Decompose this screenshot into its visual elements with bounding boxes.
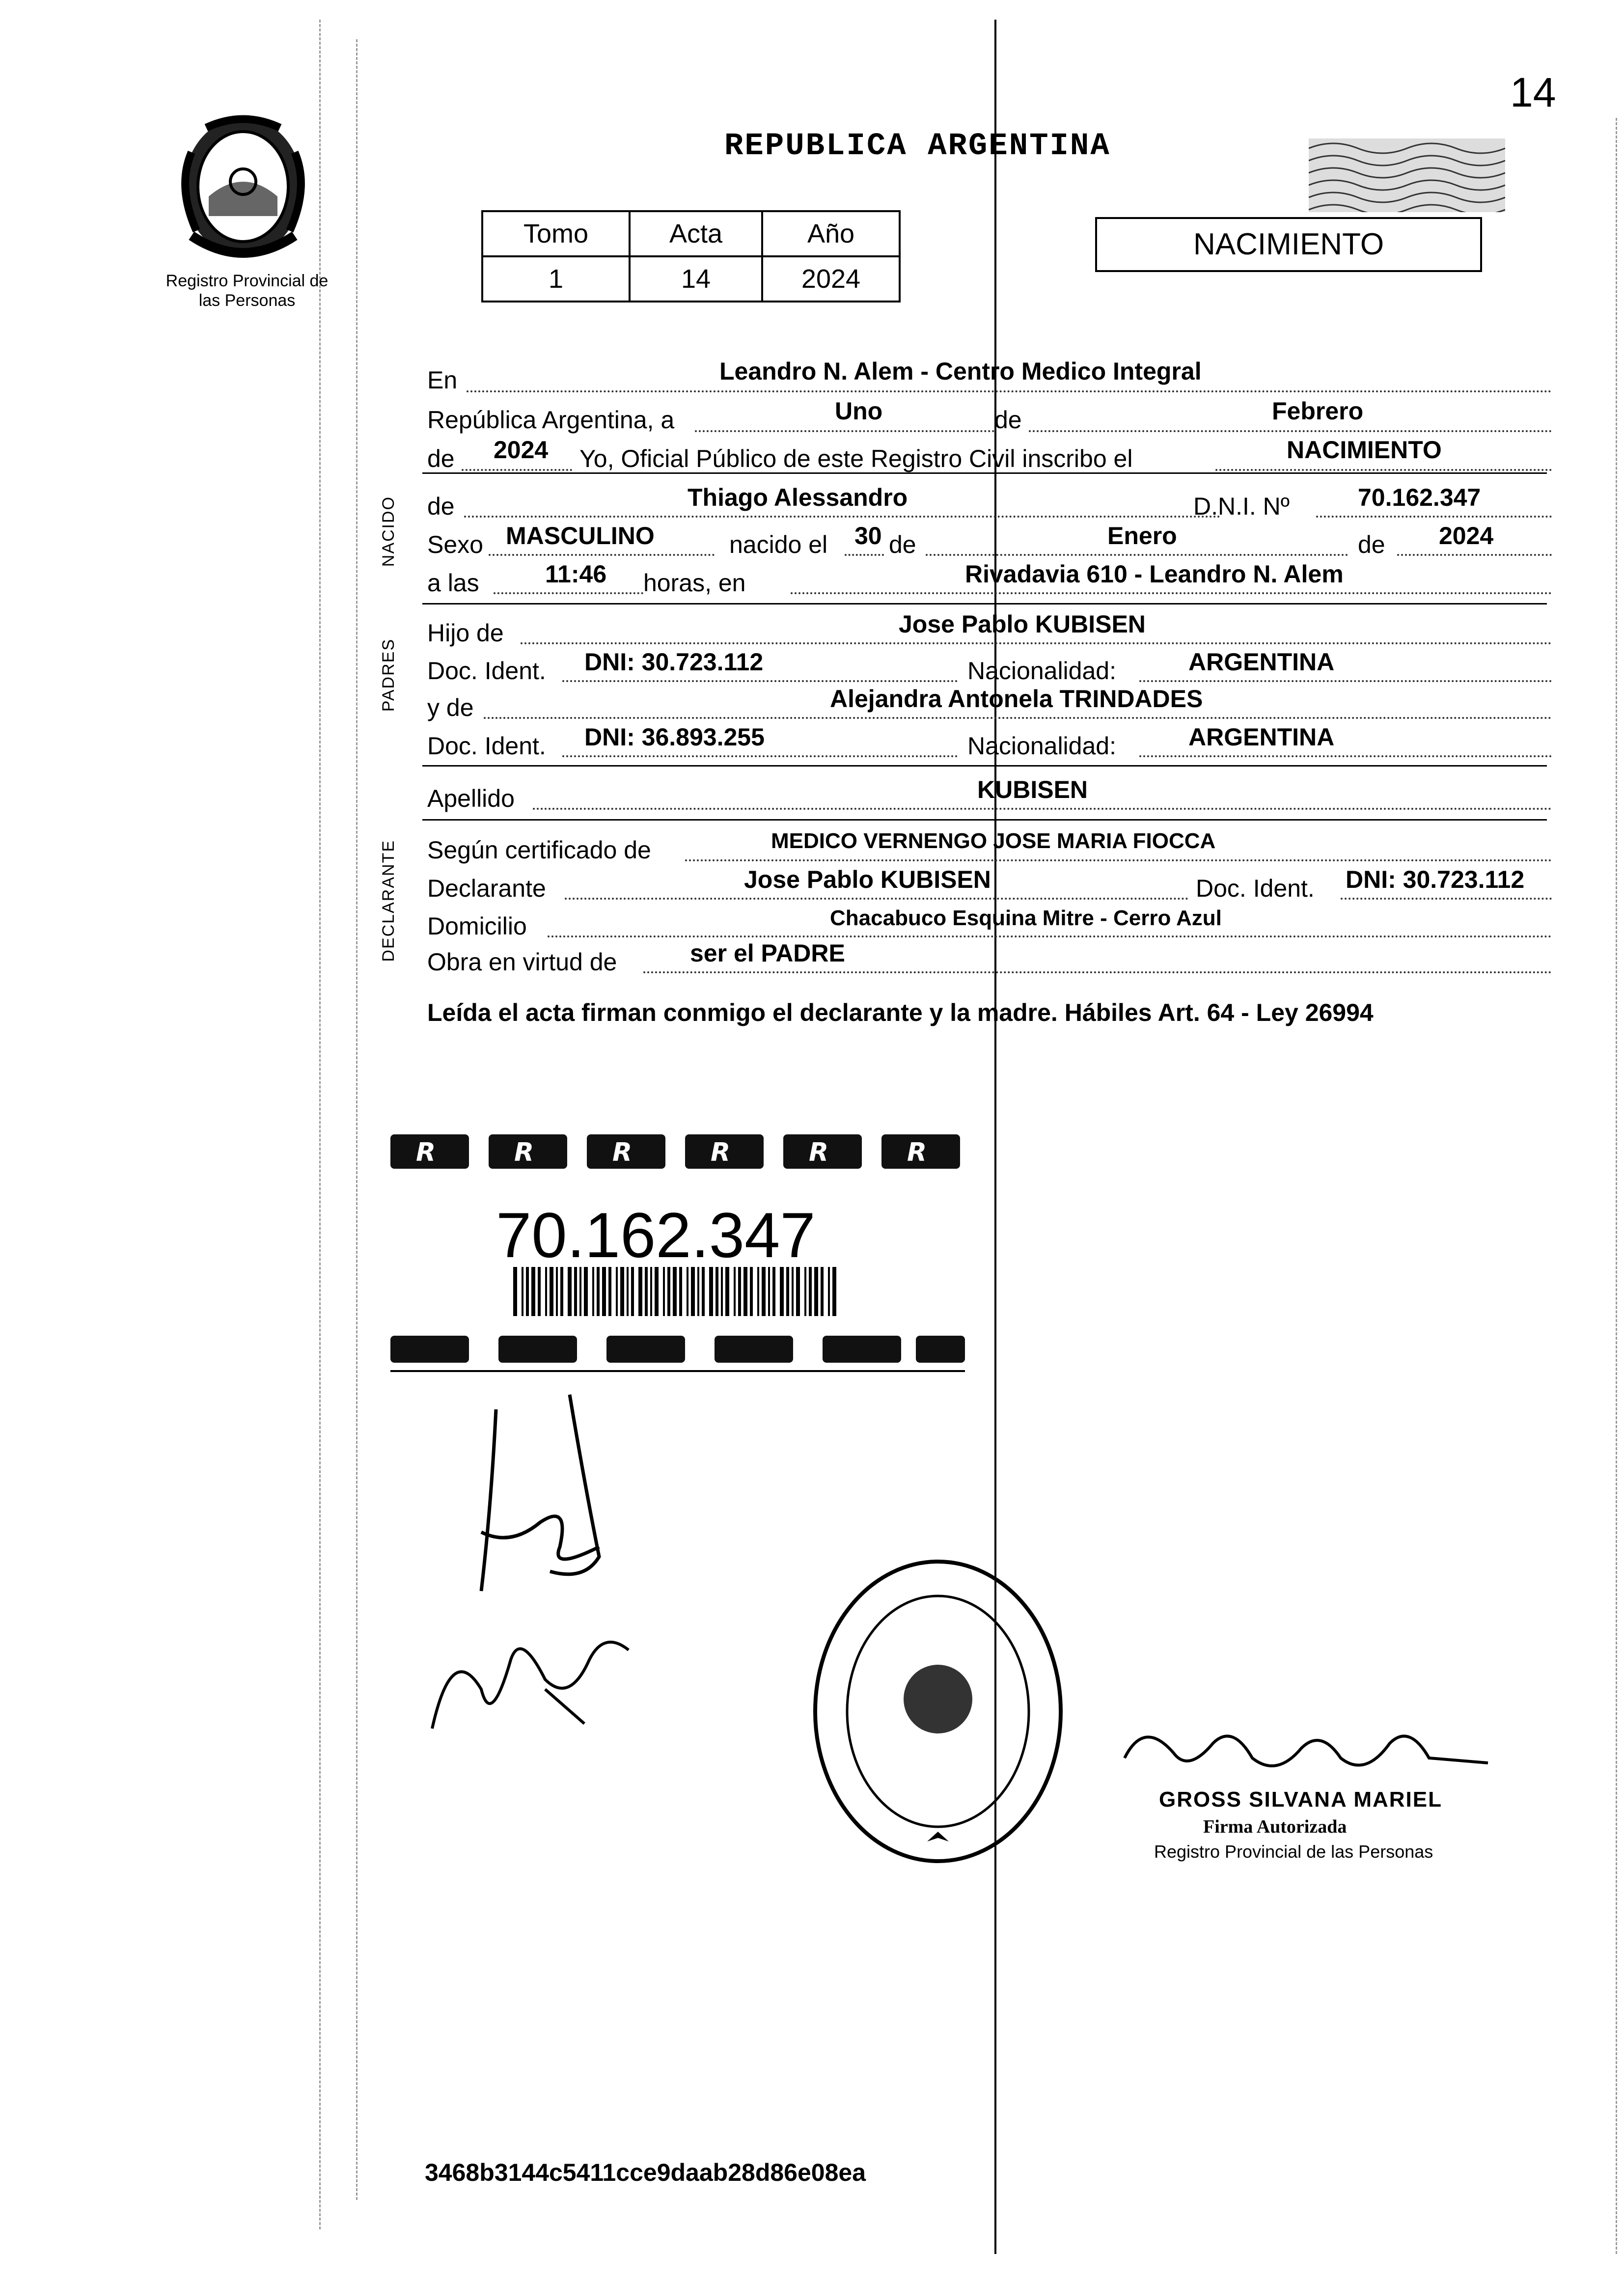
barcode-bar — [673, 1267, 677, 1316]
margin-line-inner — [356, 39, 358, 2200]
scan-vertical-line — [994, 20, 996, 2254]
barcode-bar — [721, 1267, 723, 1316]
registry-table — [481, 210, 901, 302]
value-lugar-registro: Leandro N. Alem - Centro Medico Integral — [719, 357, 1202, 385]
barcode-bar — [560, 1267, 563, 1316]
barcode-bar — [792, 1267, 794, 1316]
barcode-bar — [768, 1267, 770, 1316]
row-madre: y de Alejandra Antonela TRINDADES — [427, 687, 1552, 722]
row-en: En Leandro N. Alem - Centro Medico Integral — [427, 361, 1552, 395]
value-padre-nacionalidad: ARGENTINA — [1188, 648, 1335, 676]
barcode-bar — [667, 1267, 670, 1316]
section-divider-1 — [422, 472, 1547, 474]
section-padres: PADRES — [379, 638, 398, 712]
barcode-bar — [702, 1267, 705, 1316]
barcode-bar — [757, 1267, 759, 1316]
barcode-bar — [786, 1267, 789, 1316]
barcode-bar — [574, 1267, 577, 1316]
barcode-bar — [734, 1267, 736, 1316]
barcode-bar — [638, 1267, 642, 1316]
signatures-left — [422, 1385, 668, 1778]
barcode-bar — [716, 1267, 718, 1316]
value-padre-doc: DNI: 30.723.112 — [584, 648, 764, 676]
registry-label: Registro Provincial de las Personas — [165, 272, 329, 310]
barcode-bar — [691, 1267, 695, 1316]
svg-text:R: R — [416, 1138, 436, 1167]
value-padre: Jose Pablo KUBISEN — [899, 610, 1146, 638]
barcode-bar — [645, 1267, 648, 1316]
value-nombre: Thiago Alessandro — [688, 484, 908, 511]
barcode-bar — [804, 1267, 806, 1316]
barcode-bar — [725, 1267, 729, 1316]
value-lugar-nacimiento: Rivadavia 610 - Leandro N. Alem — [965, 560, 1344, 588]
row-apellido: Apellido KUBISEN — [427, 778, 1552, 813]
barcode-bar — [597, 1267, 600, 1316]
signatory-org: Registro Provincial de las Personas — [1154, 1841, 1433, 1862]
barcode-bar — [545, 1267, 547, 1316]
svg-text:R: R — [907, 1138, 927, 1167]
record-type-box: NACIMIENTO — [1095, 217, 1482, 272]
row-padre-doc: Doc. Ident. DNI: 30.723.112 Nacionalidad: ARGENTINA — [427, 651, 1552, 685]
value-hora: 11:46 — [545, 560, 607, 588]
barcode-bar — [592, 1267, 594, 1316]
barcode-bar — [679, 1267, 682, 1316]
section-divider-4 — [422, 819, 1547, 821]
header-acta: Acta — [630, 211, 762, 256]
row-obra: Obra en virtud de ser el PADRE — [427, 942, 1552, 976]
closing-statement: Leída el acta firman conmigo el declarante y la madre. Hábiles Art. 64 - Ley 26994 — [427, 999, 1374, 1026]
value-madre-doc: DNI: 36.893.255 — [584, 723, 765, 751]
value-dni: 70.162.347 — [1358, 484, 1481, 511]
section-declarante: DECLARANTE — [379, 840, 398, 962]
barcode-bar — [814, 1267, 818, 1316]
row-sexo: Sexo MASCULINO nacido el 30 de Enero de 2024 — [427, 525, 1552, 560]
barcode-bar — [631, 1267, 634, 1316]
delegacion-stamp — [805, 1552, 1071, 1871]
signatory-name: GROSS SILVANA MARIEL — [1159, 1787, 1442, 1812]
value-tomo: 1 — [482, 256, 630, 302]
section-nacido: NACIDO — [379, 496, 398, 567]
barcode-bar — [538, 1267, 541, 1316]
value-apellido: KUBISEN — [977, 776, 1088, 803]
barcode-bar — [687, 1267, 688, 1316]
barcode-bar — [709, 1267, 713, 1316]
svg-text:R: R — [612, 1138, 633, 1167]
barcode-bar — [522, 1267, 523, 1316]
value-sexo: MASCULINO — [506, 522, 655, 550]
row-hora: a las 11:46 horas, en Rivadavia 610 - Leandro N. Alem — [427, 564, 1552, 598]
barcode-bar — [608, 1267, 611, 1316]
barcode-number: 70.162.347 — [496, 1199, 816, 1271]
barcode-bar — [780, 1267, 784, 1316]
value-certificado: MEDICO VERNENGO JOSE MARIA FIOCCA — [771, 829, 1216, 853]
barcode-bar — [828, 1267, 830, 1316]
value-inscribo: NACIMIENTO — [1287, 436, 1442, 464]
row-inscribo: de 2024 Yo, Oficial Público de este Registro Civil inscribo el NACIMIENTO — [427, 439, 1552, 473]
document-title: REPUBLICA ARGENTINA — [724, 129, 1111, 164]
barcode-bar — [832, 1267, 836, 1316]
value-declarante: Jose Pablo KUBISEN — [744, 866, 991, 893]
value-dia: Uno — [835, 397, 883, 425]
barcode-bar — [513, 1267, 517, 1316]
barcode-bar — [584, 1267, 588, 1316]
value-obra: ser el PADRE — [690, 939, 845, 967]
value-nac-mes: Enero — [1107, 522, 1177, 550]
barcode-bar — [663, 1267, 665, 1316]
margin-line-left — [319, 20, 321, 2229]
signatory-role: Firma Autorizada — [1203, 1816, 1347, 1837]
barcode-bar — [568, 1267, 572, 1316]
security-hologram — [1309, 138, 1505, 212]
value-madre: Alejandra Antonela TRINDADES — [830, 685, 1203, 713]
svg-text:R: R — [711, 1138, 731, 1167]
row-certificado: Según certificado de MEDICO VERNENGO JOSE MARIA FIOCCA — [427, 830, 1552, 864]
barcode-bar — [620, 1267, 624, 1316]
signature-authorized — [1115, 1709, 1508, 1797]
value-anio: 2024 — [762, 256, 900, 302]
barcode-bar — [627, 1267, 629, 1316]
barcode-bar — [531, 1267, 535, 1316]
barcode-bar — [743, 1267, 747, 1316]
barcode-bar — [750, 1267, 753, 1316]
barcode-bar — [650, 1267, 652, 1316]
value-mes: Febrero — [1272, 397, 1364, 425]
header-tomo: Tomo — [482, 211, 630, 256]
header-anio: Año — [762, 211, 900, 256]
barcode-bar — [772, 1267, 775, 1316]
barcode-bar — [602, 1267, 606, 1316]
row-nombre: de Thiago Alessandro D.N.I. Nº 70.162.347 — [427, 486, 1552, 521]
row-republica: República Argentina, a Uno de Febrero — [427, 402, 1552, 436]
page-number: 14 — [1510, 69, 1556, 115]
value-anio-inscripcion: 2024 — [494, 436, 549, 464]
barcode-bar — [579, 1267, 581, 1316]
document-hash: 3468b3144c5411cce9daab28d86e08ea — [425, 2159, 866, 2186]
section-divider-3 — [422, 765, 1547, 767]
barcode-bar — [738, 1267, 741, 1316]
row-domicilio: Domicilio Chacabuco Esquina Mitre - Cerro Azul — [427, 906, 1552, 940]
barcode-bar — [526, 1267, 529, 1316]
value-declarante-doc: DNI: 30.723.112 — [1346, 866, 1525, 893]
svg-text:R: R — [809, 1138, 829, 1167]
value-domicilio: Chacabuco Esquina Mitre - Cerro Azul — [830, 906, 1222, 930]
value-nac-anio: 2024 — [1439, 522, 1494, 550]
barcode-bar — [821, 1267, 824, 1316]
row-declarante: Declarante Jose Pablo KUBISEN Doc. Ident. DNI: 30.723.112 — [427, 868, 1552, 903]
value-nac-dia: 30 — [854, 522, 882, 550]
barcode-bar — [616, 1267, 618, 1316]
barcode-bar — [697, 1267, 699, 1316]
barcode-bar — [809, 1267, 812, 1316]
province-seal-logo — [162, 113, 324, 265]
row-padre: Hijo de Jose Pablo KUBISEN — [427, 614, 1552, 648]
barcode-bar — [762, 1267, 766, 1316]
value-madre-nacionalidad: ARGENTINA — [1188, 723, 1335, 751]
row-madre-doc: Doc. Ident. DNI: 36.893.255 Nacionalidad: ARGENTINA — [427, 726, 1552, 760]
barcode-bar — [556, 1267, 558, 1316]
barcode-bar — [796, 1267, 800, 1316]
value-acta: 14 — [630, 256, 762, 302]
section-divider-2 — [422, 603, 1547, 605]
barcode-bar — [655, 1267, 659, 1316]
svg-text:R: R — [514, 1138, 534, 1167]
barcode-bar — [550, 1267, 553, 1316]
margin-line-right — [1616, 118, 1617, 2254]
